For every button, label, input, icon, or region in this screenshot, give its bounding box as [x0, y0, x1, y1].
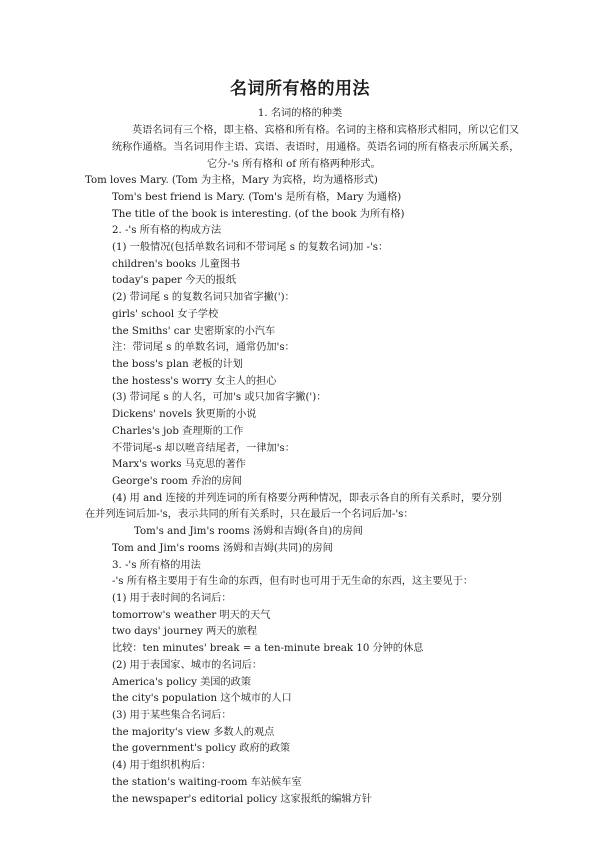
example-line: Tom loves Mary. (Tom 为主格，Mary 为宾格，均为通格形式) — [85, 175, 378, 186]
rule-line: (4) 用 and 连接的并列连词的所有格要分两种情况，即表示各自的所有关系时，要分别 — [112, 493, 502, 504]
paragraph-line: -'s 所有格主要用于有生命的东西，但有时也可用于无生命的东西，这主要见于： — [112, 576, 474, 587]
example-line: the station's waiting-room 车站候车室 — [112, 777, 302, 788]
example-line: the newspaper's editorial policy 这家报纸的编辑方针 — [112, 794, 373, 805]
paragraph-line: 统称作通格。当名词用作主语、宾语、表语时，用通格。英语名词的所有格表示所属关系， — [112, 142, 520, 153]
example-line: tomorrow's weather 明天的天气 — [112, 610, 271, 621]
example-line: America's policy 美国的政策 — [112, 677, 252, 688]
example-line: The title of the book is interesting. (of the book 为所有格) — [112, 209, 405, 220]
rule-line: (1) 用于表时间的名词后： — [112, 593, 232, 604]
comparison-line: 比较：ten minutes' break = a ten-minute break 10 分钟的休息 — [112, 643, 424, 654]
example-line: the majority's view 多数人的观点 — [112, 727, 275, 738]
paragraph-line: 英语名词有三个格，即主格、宾格和所有格。名词的主格和宾格形式相同，所以它们又 — [132, 125, 520, 136]
rule-line: (1) 一般情况(包括单数名词和不带词尾 s 的复数名词)加 -'s： — [112, 242, 389, 253]
example-line: the boss's plan 老板的计划 — [112, 359, 243, 370]
note-line: 注：带词尾 s 的单数名词，通常仍加's： — [112, 342, 295, 353]
example-line: Dickens' novels 狄更斯的小说 — [112, 409, 257, 420]
example-line: the city's population 这个城市的人口 — [112, 693, 292, 704]
example-line: Tom's and Jim's rooms 汤姆和吉姆(各自)的房间 — [134, 526, 363, 537]
example-line: children's books 儿童图书 — [112, 259, 241, 270]
example-line: Charles's job 查理斯的工作 — [112, 426, 244, 437]
example-line: Marx's works 马克思的著作 — [112, 459, 246, 470]
section-heading: 3. -'s 所有格的用法 — [112, 560, 201, 571]
example-line: today's paper 今天的报纸 — [112, 275, 237, 286]
rule-line: (2) 带词尾 s 的复数名词只加省字撇(')： — [112, 292, 295, 303]
section-heading: 2. -'s 所有格的构成方法 — [112, 225, 222, 236]
example-line: George's room 乔治的房间 — [112, 476, 242, 487]
example-line: two days' journey 两天的旅程 — [112, 626, 258, 637]
example-line: girls' school 女子学校 — [112, 309, 219, 320]
example-line: the hostess's worry 女主人的担心 — [112, 376, 277, 387]
rule-line: (3) 用于某些集合名词后： — [112, 710, 232, 721]
example-line: Tom's best friend is Mary. (Tom's 是所有格，Mary 为通格) — [112, 192, 402, 203]
rule-line: (3) 带词尾 s 的人名，可加's 或只加省字撇(')： — [112, 392, 327, 403]
example-line: Tom and Jim's rooms 汤姆和吉姆(共同)的房间 — [112, 543, 333, 554]
example-line: the government's policy 政府的政策 — [112, 743, 291, 754]
section-heading: 1. 名词的格的种类 — [257, 108, 343, 119]
page-title: 名词所有格的用法 — [230, 79, 370, 99]
example-line: the Smiths' car 史密斯家的小汽车 — [112, 326, 276, 337]
rule-line: (2) 用于表国家、城市的名词后： — [112, 660, 263, 671]
rule-line: 不带词尾-s 却以咝音结尾者，一律加's： — [112, 443, 295, 454]
rule-line: (4) 用于组织机构后： — [112, 760, 212, 771]
paragraph-line: 它分-'s 所有格和 of 所有格两种形式。 — [207, 159, 381, 170]
rule-line: 在并列连词后加-'s，表示共同的所有关系时，只在最后一个名词后加-'s： — [85, 509, 414, 520]
